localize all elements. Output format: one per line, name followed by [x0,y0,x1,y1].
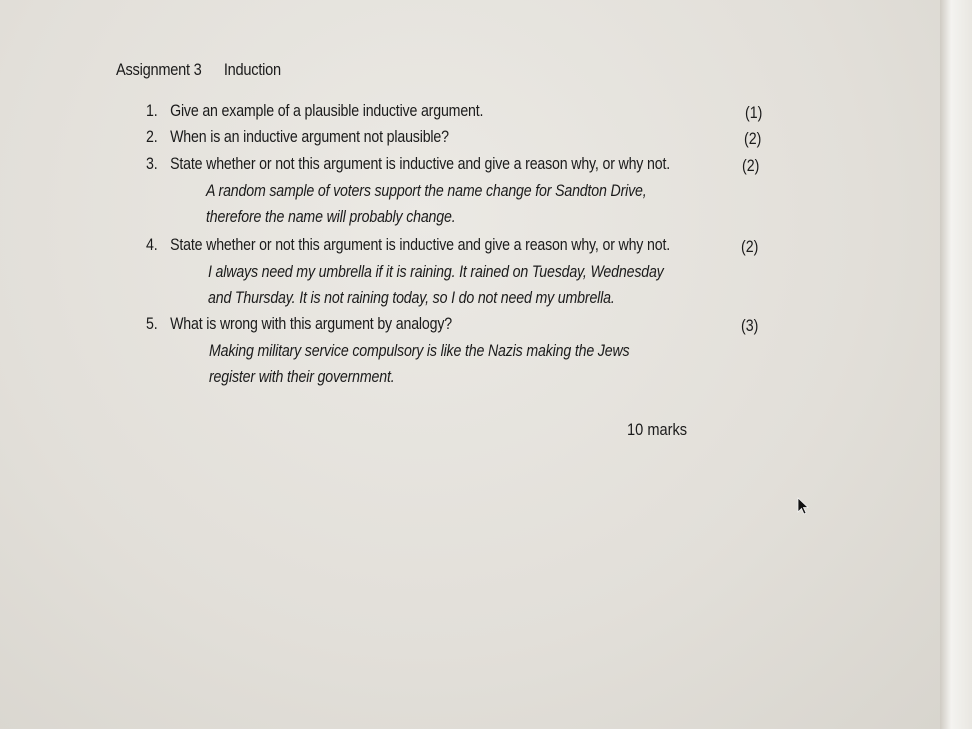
assignment-title: Assignment 3 [116,60,202,79]
question-3 [146,155,670,174]
question-text: State whether or not this argument is inductive and give a reason why, or why not. [170,236,670,254]
question-2-marks: (2) [744,130,762,148]
assignment-topic: Induction [223,60,281,79]
mouse-pointer-icon [797,497,811,515]
question-3-example-line-2: therefore the name will probably change. [206,208,456,226]
question-number: 1. [146,102,158,120]
question-text: When is an inductive argument not plausible? [170,128,449,146]
question-1 [146,102,483,121]
question-5-example-line-1: Making military service compulsory is like the Nazis making the Jews [209,342,630,360]
question-number: 4. [146,236,158,254]
question-number: 5. [146,315,158,333]
question-text: State whether or not this argument is inductive and give a reason why, or why not. [170,155,670,173]
question-4-example-line-2: and Thursday. It is not raining today, so I do not need my umbrella. [208,289,615,307]
total-marks: 10 marks [627,420,688,439]
question-5-marks: (3) [741,317,759,335]
question-5 [146,315,452,334]
question-3-marks: (2) [742,157,760,175]
question-4-marks: (2) [741,238,759,256]
question-3-example-line-1: A random sample of voters support the name change for Sandton Drive, [206,182,647,200]
assignment-heading [116,60,281,80]
question-4-example-line-1: I always need my umbrella if it is raining. It rained on Tuesday, Wednesday [208,263,664,281]
question-2 [146,128,449,147]
question-number: 3. [146,155,158,173]
question-1-marks: (1) [745,104,763,122]
question-number: 2. [146,128,158,146]
page-edge [940,0,972,729]
question-text: Give an example of a plausible inductive argument. [170,102,484,120]
question-text: What is wrong with this argument by analogy? [170,315,452,333]
question-5-example-line-2: register with their government. [209,368,395,386]
question-4 [146,236,670,255]
